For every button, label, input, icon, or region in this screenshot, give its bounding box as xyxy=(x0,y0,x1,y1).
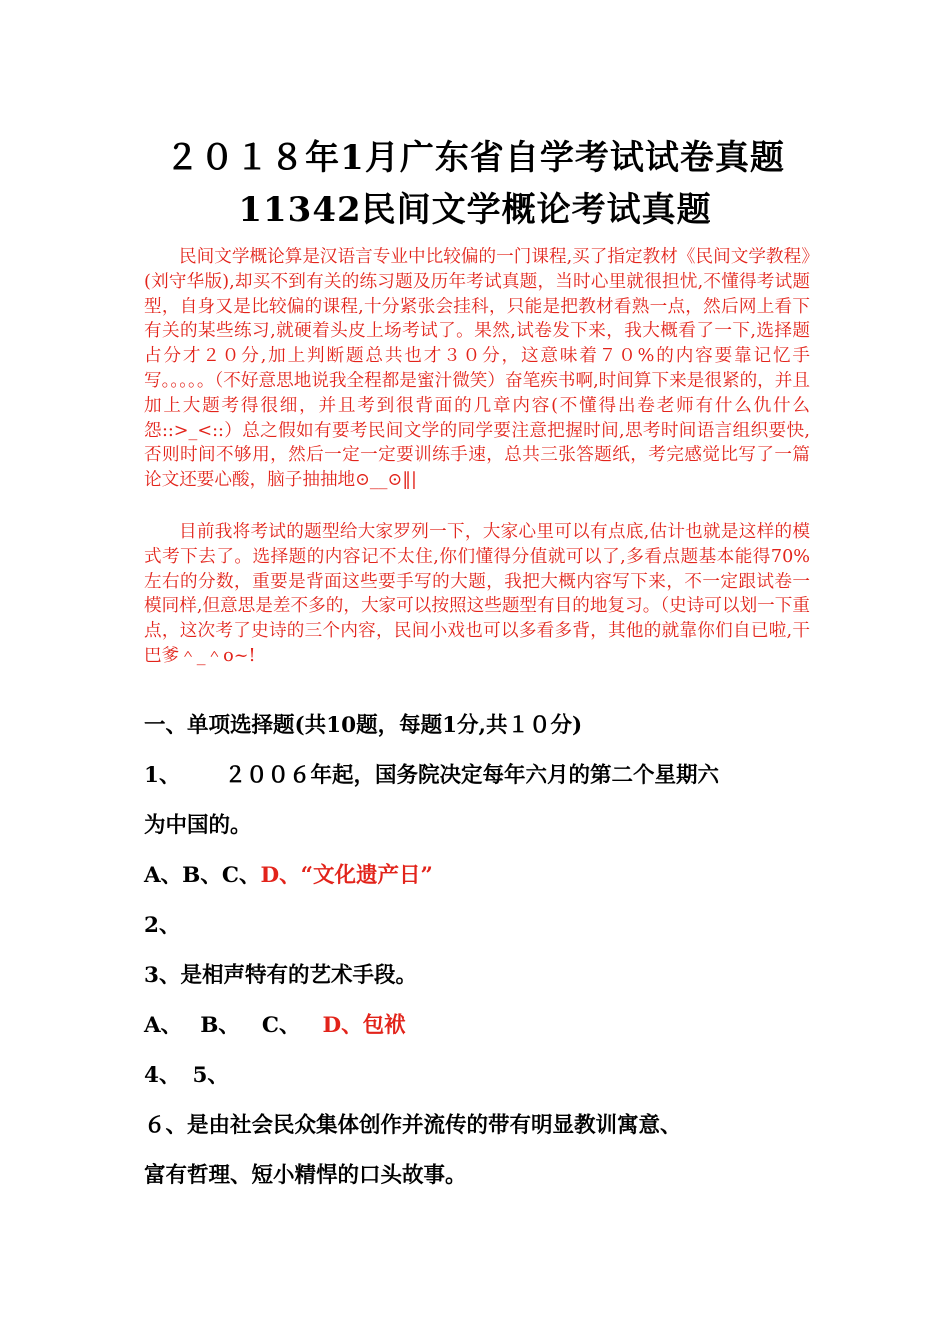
question-3-option-c: C、 xyxy=(261,1013,301,1038)
question-1-text: ２００６年起，国务院决定每年六月的第二个星期六 xyxy=(224,763,719,788)
question-5: 5、 xyxy=(192,1063,229,1088)
question-3-answer: D、包袱 xyxy=(322,1013,406,1038)
document-title-line-1: ２０１８年1月广东省自学考试试卷真题 xyxy=(165,138,785,178)
questions-4-5 xyxy=(144,1058,229,1089)
question-1-line-1 xyxy=(144,758,719,789)
question-4: 4、 xyxy=(144,1063,181,1088)
question-3: 3、是相声特有的艺术手段。 xyxy=(144,963,417,988)
question-1-answer: D、“文化遗产日” xyxy=(260,863,433,888)
question-3-options xyxy=(144,1008,406,1039)
section-heading: 一、单项选择题(共10题，每题1分,共１０分) xyxy=(144,713,583,738)
question-2: 2、 xyxy=(144,913,181,938)
question-1-number: 1、 xyxy=(144,763,181,788)
question-3-option-b: B、 xyxy=(200,1013,240,1038)
document-title-line-2: 11342民间文学概论考试真题 xyxy=(238,190,712,230)
question-6-line-1: ６、是由社会民众集体创作并流传的带有明显教训寓意、 xyxy=(144,1113,682,1138)
question-1-choices: A、B、C、 xyxy=(144,863,261,888)
question-1-line-2: 为中国的。 xyxy=(144,813,252,838)
intro-paragraph-2: 目前我将考试的题型给大家罗列一下，大家心里可以有点底,估计也就是这样的模式考下去了。选择题的内容记不太住,你们懂得分值就可以了,多看点题基本能得70%左右的分数，重要是背面这些要手写的大题，我把大概内容写下来，不一定跟试卷一模同样,但意思是差不多的，大家可以按照这些题型有目的地复习。（史诗可以划一下重点，这次考了史诗的三个内容，民间小戏也可以多看多背，其他的就靠你们自已啦,干巴爹＾_＾o~! xyxy=(144,522,810,666)
question-3-option-a: A、 xyxy=(144,1013,183,1038)
question-6-line-2: 富有哲理、短小精悍的口头故事。 xyxy=(144,1163,467,1188)
intro-paragraph-1: 民间文学概论算是汉语言专业中比较偏的一门课程,买了指定教材《民间文学教程》(刘守华版),却买不到有关的练习题及历年考试真题，当时心里就很担忧,不懂得考试题型，自身又是比较偏的课程,十分紧张会挂科，只能是把教材看熟一点，然后网上看下有关的某些练习,就硬着头皮上场考试了。果然,试卷发下来，我大概看了一下,选择题占分才２０分,加上判断题总共也才３０分，这意味着７０%的内容要靠记忆手写。。。。。（不好意思地说我全程都是蜜汁微笑）奋笔疾书啊,时间算下来是很紧的，并且加上大题考得很细，并且考到很背面的几章内容(不懂得出卷老师有什么仇什么怨::>_<::）总之假如有要考民间文学的同学要注意把握时间,思考时间语言组织要快,否则时间不够用，然后一定一定要训练手速，总共三张答题纸，考完感觉比写了一篇论文还要心酸，脑子抽抽地⊙__⊙‖| xyxy=(144,247,810,491)
question-1-options xyxy=(144,858,433,889)
